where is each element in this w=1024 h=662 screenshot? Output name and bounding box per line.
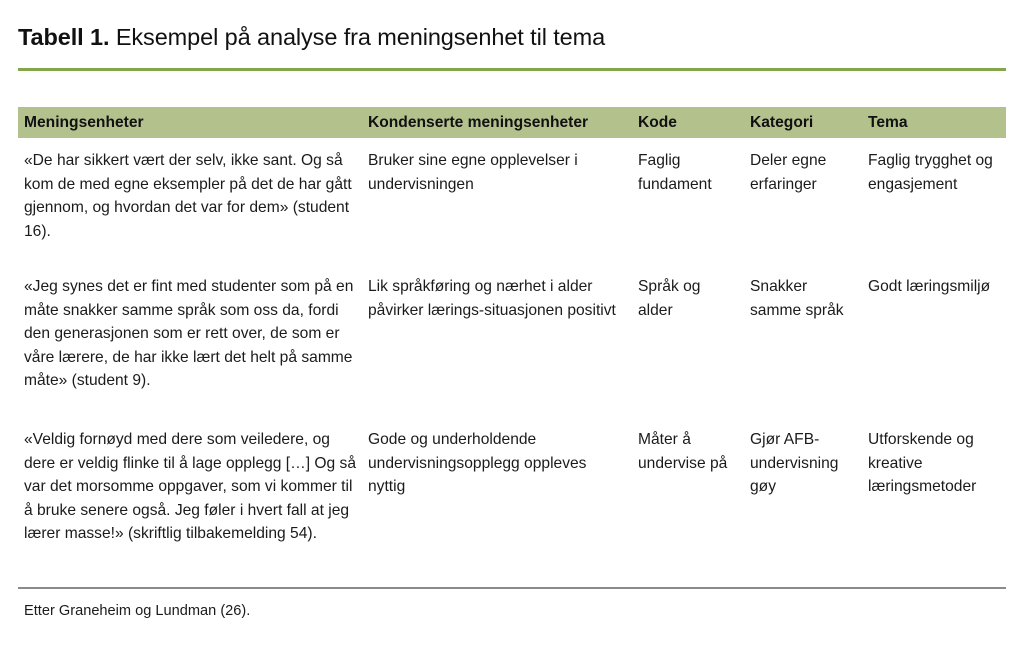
cell-meningsenheter: «De har sikkert vært der selv, ikke sant. Og så kom de med egne eksempler på det de har gått gjennom, og hvordan det var for dem» (student 16). xyxy=(24,152,352,240)
table-footer-divider xyxy=(18,587,1006,589)
cell-kondenserte: Bruker sine egne opplevelser i undervisningen xyxy=(368,152,578,193)
cell-kategori: Gjør AFB-undervisning gøy xyxy=(750,431,839,495)
caption-text: Eksempel på analyse fra meningsenhet til tema xyxy=(115,24,606,50)
cell-kondenserte: Gode og underholdende undervisningsopplegg oppleves nyttig xyxy=(368,431,587,495)
column-header-tema: Tema xyxy=(868,114,908,131)
column-header-kode: Kode xyxy=(638,114,677,131)
cell-kode: Språk og alder xyxy=(638,278,701,319)
cell-meningsenheter: «Veldig fornøyd med dere som veiledere, og dere er veldig flinke til å lage opplegg […] Og så var det morsomme oppgaver, som vi kommer til å bruke senere også. Jeg føler i hvert fall at jeg lærer masse!» (skriftlig tilbakemelding 54). xyxy=(24,431,356,542)
caption-label: Tabell 1. xyxy=(18,24,110,50)
page-title xyxy=(18,22,1006,52)
table-source-note: Etter Graneheim og Lundman (26). xyxy=(24,603,251,619)
cell-kode: Måter å undervise på xyxy=(638,431,728,472)
cell-tema: Godt læringsmiljø xyxy=(868,278,991,295)
cell-meningsenheter: «Jeg synes det er fint med studenter som på en måte snakker samme språk som oss da, fordi den generasjonen som er rett over, de som er våre lærere, de har ikke lært det helt på samme måte» (student 9). xyxy=(24,278,354,389)
cell-kondenserte: Lik språkføring og nærhet i alder påvirker lærings-situasjonen positivt xyxy=(368,278,616,319)
caption-divider xyxy=(18,68,1006,71)
cell-tema: Faglig trygghet og engasjement xyxy=(868,152,993,193)
cell-kategori: Snakker samme språk xyxy=(750,278,844,319)
column-header-kategori: Kategori xyxy=(750,114,814,131)
cell-kategori: Deler egne erfaringer xyxy=(750,152,827,193)
cell-kode: Faglig fundament xyxy=(638,152,712,193)
column-header-kondenserte-meningsenheter: Kondenserte meningsenheter xyxy=(368,114,589,131)
cell-tema: Utforskende og kreative læringsmetoder xyxy=(868,431,977,495)
column-header-meningsenheter: Meningsenheter xyxy=(24,114,144,131)
